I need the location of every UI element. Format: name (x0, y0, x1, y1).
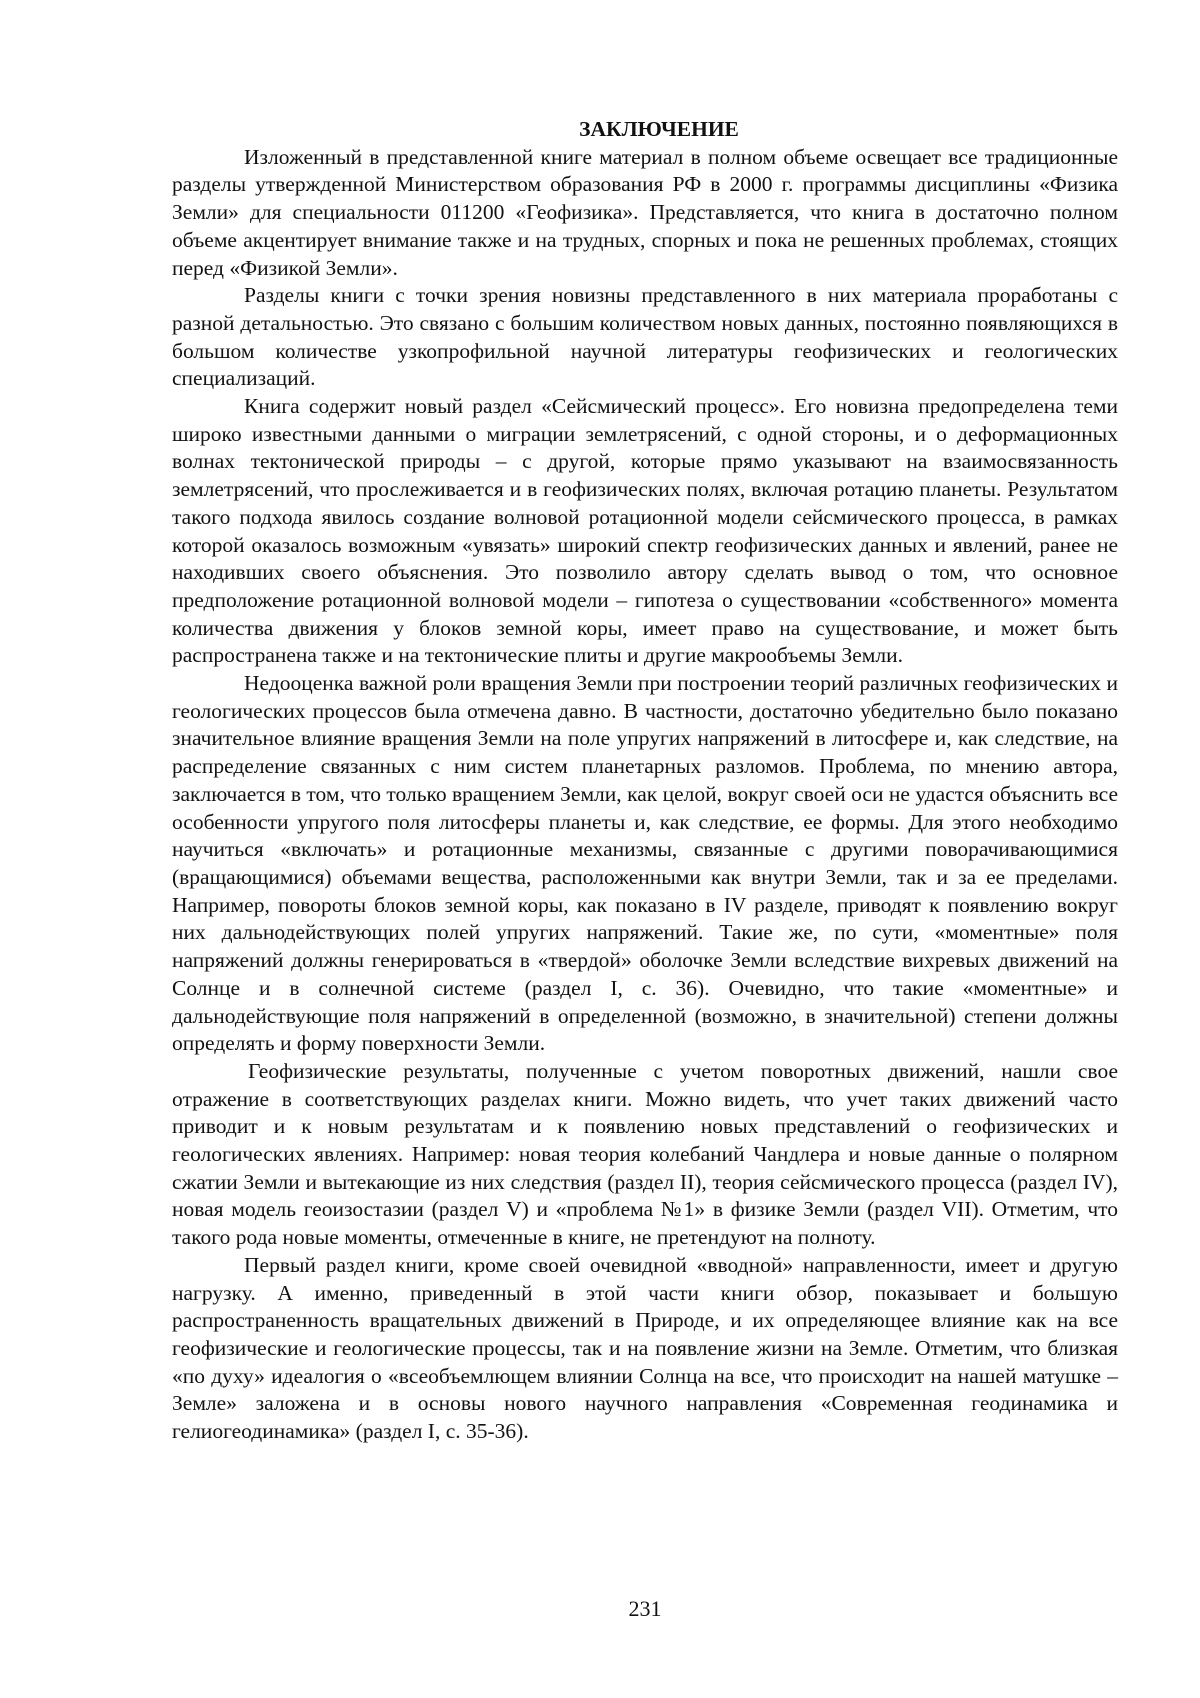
paragraph-3: Книга содержит новый раздел «Сейсмический процесс». Его новизна предопределена теми широко известными данными о миграции землетрясений, с одной стороны, и о деформационных волнах тектонической природы – с другой, которые прямо указывают на взаимосвязанность землетрясений, что прослеживается и в геофизических полях, включая ротацию планеты. Результатом такого подхода явилось создание волновой ротационной модели сейсмического процесса, в рамках которой оказалось возможным «увязать» широкий спектр геофизических данных и явлений, ранее не находивших своего объяснения. Это позволило автору сделать вывод о том, что основное предположение ротационной волновой модели – гипотеза о существовании «собственного» момента количества движения у блоков земной коры, имеет право на существование, и может быть распространена также и на тектонические плиты и другие макрообъемы Земли. (172, 393, 1118, 670)
paragraph-1: Изложенный в представленной книге материал в полном объеме освещает все традиционные разделы утвержденной Министерством образования РФ в 2000 г. программы дисциплины «Физика Земли» для специальности 011200 «Геофизика». Представляется, что книга в достаточно полном объеме акцентирует внимание также и на трудных, спорных и пока не решенных проблемах, стоящих перед «Физикой Земли». (172, 144, 1118, 283)
paragraph-6: Первый раздел книги, кроме своей очевидной «вводной» направленности, имеет и другую нагрузку. А именно, приведенный в этой части книги обзор, показывает и большую распространенность вращательных движений в Природе, и их определяющее влияние как на все геофизические и геологические процессы, так и на появление жизни на Земле. Отметим, что близкая «по духу» идеалогия о «всеобъемлющем влиянии Солнца на все, что происходит на нашей матушке – Земле» заложена и в основы нового научного направления «Современная геодинамика и гелиогеодинамика» (раздел I, с. 35-36). (172, 1252, 1118, 1446)
section-heading: ЗАКЛЮЧЕНИЕ (172, 116, 1118, 144)
document-page (172, 116, 1118, 1446)
paragraph-2: Разделы книги с точки зрения новизны представленного в них материала проработаны с разной детальностью. Это связано с большим количеством новых данных, постоянно появляющихся в большом количестве узкопрофильной научной литературы геофизических и геологических специализаций. (172, 282, 1118, 393)
paragraph-5: Геофизические результаты, полученные с учетом поворотных движений, нашли свое отражение в соответствующих разделах книги. Можно видеть, что учет таких движений часто приводит и к новым результатам и к появлению новых представлений о геофизических и геологических явлениях. Например: новая теория колебаний Чандлера и новые данные о полярном сжатии Земли и вытекающие из них следствия (раздел II), теория сейсмического процесса (раздел IV), новая модель геоизостазии (раздел V) и «проблема №1» в физике Земли (раздел VII). Отметим, что такого рода новые моменты, отмеченные в книге, не претендуют на полноту. (172, 1058, 1118, 1252)
page-number: 231 (0, 1596, 1200, 1622)
paragraph-4: Недооценка важной роли вращения Земли при построении теорий различных геофизических и геологических процессов была отмечена давно. В частности, достаточно убедительно было показано значительное влияние вращения Земли на поле упругих напряжений в литосфере и, как следствие, на распределение связанных с ним систем планетарных разломов. Проблема, по мнению автора, заключается в том, что только вращением Земли, как целой, вокруг своей оси не удастся объяснить все особенности упругого поля литосферы планеты и, как следствие, ее формы. Для этого необходимо научиться «включать» и ротационные механизмы, связанные с другими поворачивающимися (вращающимися) объемами вещества, расположенными как внутри Земли, так и за ее пределами. Например, повороты блоков земной коры, как показано в IV разделе, приводят к появлению вокруг них дальнодействующих полей упругих напряжений. Такие же, по сути, «моментные» поля напряжений должны генерироваться в «твердой» оболочке Земли вследствие вихревых движений на Солнце и в солнечной системе (раздел I, с. 36). Очевидно, что такие «моментные» и дальнодействующие поля напряжений в определенной (возможно, в значительной) степени должны определять и форму поверхности Земли. (172, 670, 1118, 1058)
